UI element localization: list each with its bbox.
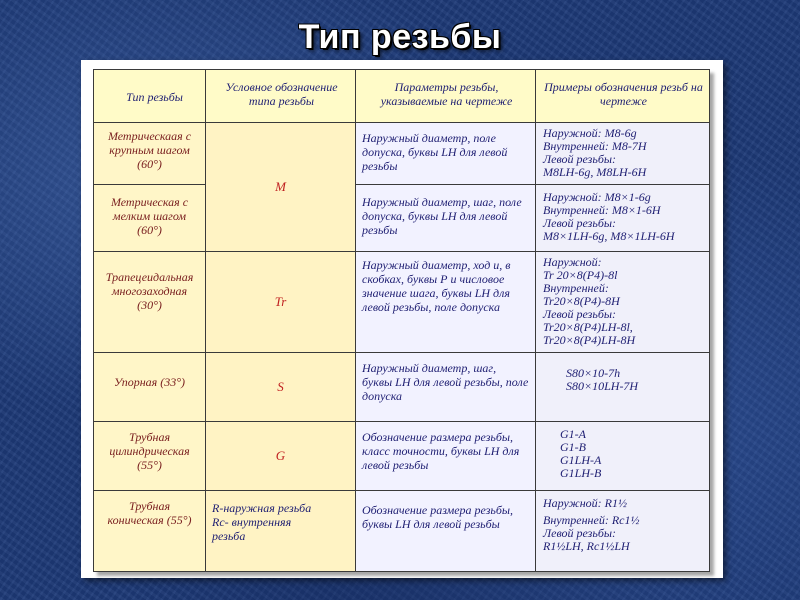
example-line: M8LH-6g, M8LH-6H xyxy=(543,164,647,179)
examples-cell xyxy=(536,353,710,422)
symbol-cell xyxy=(206,122,356,252)
example-line: Наружной: xyxy=(543,255,602,270)
example-line: Tr20×8(P4)-8H xyxy=(543,294,620,309)
examples-cell xyxy=(536,122,710,185)
slide-title: Тип резьбы xyxy=(298,18,502,56)
example-line: G1LH-B xyxy=(560,466,602,481)
params-cell xyxy=(356,252,536,353)
params-cell xyxy=(356,491,536,572)
symbol-description xyxy=(206,491,355,545)
example-line: Внутренней: М8-7H xyxy=(543,138,647,153)
thread-type-cell xyxy=(94,422,206,491)
params-cell xyxy=(356,422,536,491)
example-line: M8×1LH-6g, M8×1LH-6H xyxy=(543,229,675,244)
header-label: Тип резьбы xyxy=(126,90,183,104)
examples-list xyxy=(536,252,709,347)
examples-list xyxy=(536,422,709,480)
example-line: Tr20×8(P4)LH-8H xyxy=(543,333,636,348)
header-cell-type xyxy=(94,70,206,123)
thread-symbol: S xyxy=(277,379,284,395)
example-line: Внутренней: xyxy=(543,281,609,296)
params-text: Обозначение размера резьбы, класс точности, буквы LH для левой резьбы xyxy=(362,430,520,473)
params-text: Наружный диаметр, шаг, поле допуска, буквы LH для левой резьбы xyxy=(362,195,522,238)
thread-symbol: Tr xyxy=(274,294,287,310)
examples-list xyxy=(536,353,709,393)
examples-list xyxy=(536,491,709,553)
header-label: Условное обозначение типа резьбы xyxy=(225,80,338,108)
example-line: Tr 20×8(P4)-8l xyxy=(543,268,618,283)
table-row xyxy=(94,252,710,353)
symbol-cell xyxy=(206,252,356,353)
thread-type-label: Метрическаая с крупным шагом (60°) xyxy=(107,128,192,171)
thread-type-cell xyxy=(94,185,206,252)
example-line: G1LH-A xyxy=(560,453,602,468)
symbol-line: резьба xyxy=(212,529,246,543)
table-row xyxy=(94,422,710,491)
table-frame xyxy=(81,60,723,578)
example-line: S80×10LH-7H xyxy=(566,379,639,394)
params-text: Обозначение размера резьбы, буквы LH для левой резьбы xyxy=(362,503,514,531)
symbol-cell xyxy=(206,422,356,491)
example-line: R1½LH, Rc1½LH xyxy=(543,539,630,553)
example-line: G1-B xyxy=(560,440,586,455)
example-line: G1-A xyxy=(560,427,586,442)
params-cell xyxy=(356,353,536,422)
thread-type-label: Метрическая с мелким шагом (60°) xyxy=(110,195,189,238)
thread-type-label: Трубная коническая (55°) xyxy=(107,499,192,527)
params-cell xyxy=(356,185,536,252)
example-line: Левой резьбы: xyxy=(543,307,616,322)
example-line: Левой резьбы: xyxy=(543,151,616,166)
example-line: Наружной: R1½ xyxy=(543,496,627,510)
table-row xyxy=(94,185,710,252)
table-row xyxy=(94,122,710,185)
thread-type-cell xyxy=(94,252,206,353)
header-cell-examples xyxy=(536,70,710,123)
example-line: Наружной: М8-6g xyxy=(543,125,637,140)
table-header-row xyxy=(94,70,710,123)
example-line: Наружной: М8×1-6g xyxy=(543,190,651,205)
example-line: Внутренней: Rc1½ xyxy=(543,513,640,527)
thread-type-cell xyxy=(94,353,206,422)
examples-cell xyxy=(536,491,710,572)
header-label: Примеры обозначения резьб на чертеже xyxy=(544,80,703,108)
thread-type-label: Трапецеидальная многозаходная (30°) xyxy=(105,270,194,313)
thread-symbol: G xyxy=(275,448,286,464)
params-text: Наружный диаметр, ход и, в скобках, буквы Р и числовое значение шага, буквы LH для левой резьбы, поле допуска xyxy=(362,258,511,315)
symbol-line: Rc- внутренняя xyxy=(212,515,292,529)
thread-type-cell xyxy=(94,491,206,572)
header-cell-params xyxy=(356,70,536,123)
examples-list xyxy=(536,123,709,179)
example-line: Левой резьбы: xyxy=(543,216,616,231)
symbol-cell xyxy=(206,353,356,422)
thread-type-label: Трубная цилиндрическая (55°) xyxy=(109,430,190,473)
symbol-line: R-наружная резьба xyxy=(212,501,312,515)
examples-list xyxy=(536,185,709,243)
example-line: Tr20×8(P4)LH-8l, xyxy=(543,320,633,335)
example-line: S80×10-7h xyxy=(566,366,621,381)
table-row xyxy=(94,353,710,422)
header-label: Параметры резьбы, указываемые на чертеже xyxy=(380,80,513,108)
table-row xyxy=(94,491,710,572)
symbol-cell xyxy=(206,491,356,572)
example-line: Внутренней: М8×1-6H xyxy=(543,203,661,218)
header-cell-symbol xyxy=(206,70,356,123)
params-text: Наружный диаметр, шаг, буквы LH для левой резьбы, поле допуска xyxy=(362,361,529,404)
example-line: Левой резьбы: xyxy=(543,526,616,540)
thread-type-label: Упорная (33°) xyxy=(113,375,186,390)
thread-types-table xyxy=(93,69,710,572)
examples-cell xyxy=(536,252,710,353)
params-text: Наружный диаметр, поле допуска, буквы LH для левой резьбы xyxy=(362,130,508,173)
examples-cell xyxy=(536,185,710,252)
thread-type-cell xyxy=(94,122,206,185)
thread-symbol: M xyxy=(275,178,286,194)
examples-cell xyxy=(536,422,710,491)
params-cell xyxy=(356,122,536,185)
